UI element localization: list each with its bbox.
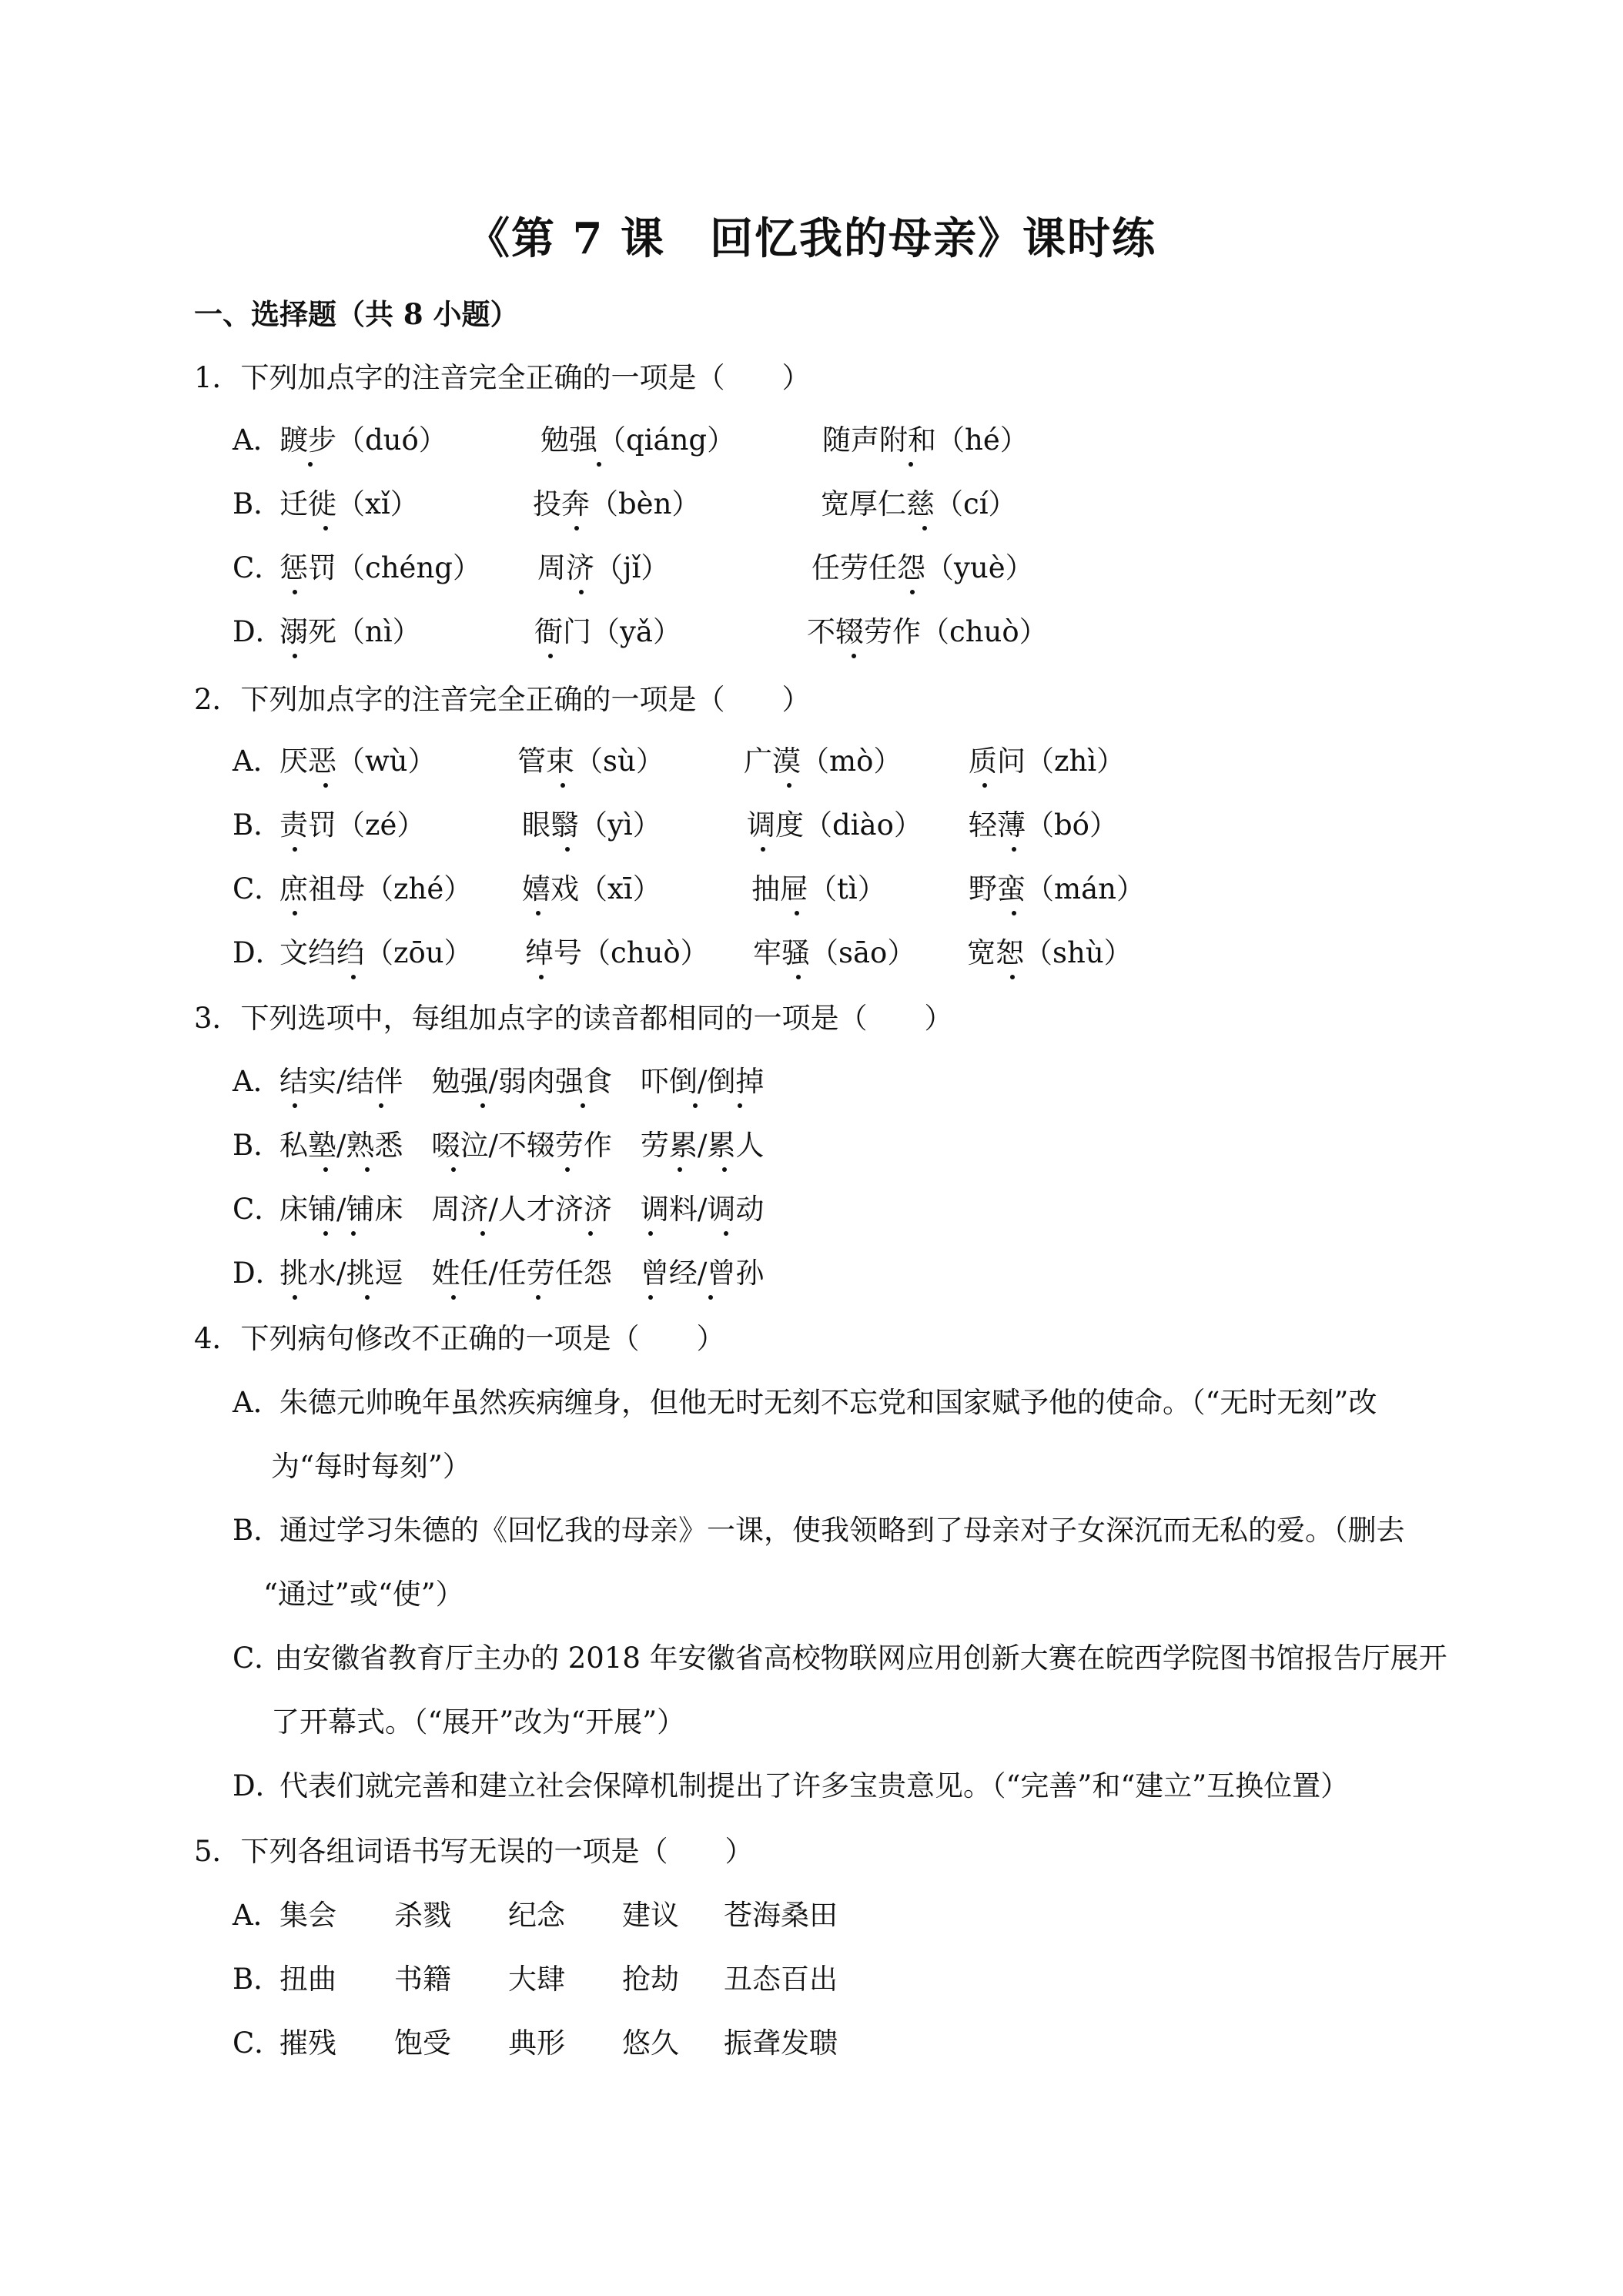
emphasis-dot <box>323 526 328 530</box>
question-2-stem: 2．下列加点字的注音完全正确的一项是（ ） <box>194 683 811 716</box>
option-label: B． <box>233 1514 283 1547</box>
emphasis-dot <box>308 462 313 467</box>
option-label: C． <box>233 1193 283 1226</box>
emphasis-dot <box>648 1231 653 1236</box>
emphasis-dot <box>451 1295 456 1300</box>
option-text: 由安徽省教育厅主办的 2018 年安徽省高校物联网应用创新大赛在皖西学院图书馆报告厅展开 <box>274 1642 1447 1675</box>
emphasis-dot <box>565 1167 570 1172</box>
emphasis-dot <box>648 1295 653 1300</box>
option-label: B． <box>233 1129 283 1162</box>
emphasis-dot <box>323 783 328 788</box>
option-item: 溺死（nì） <box>279 615 421 648</box>
option-item: 厌恶（wù） <box>279 745 437 778</box>
word-item: 典形 <box>508 2027 565 2060</box>
option-label: C． <box>233 1642 283 1675</box>
emphasis-dot <box>738 1103 742 1108</box>
option-item: 管束（sù） <box>517 745 664 778</box>
emphasis-dot <box>724 1231 728 1236</box>
emphasis-dot <box>795 911 799 915</box>
emphasis-dot <box>565 847 570 852</box>
option-label: A． <box>233 1899 282 1932</box>
word-item: 丑态百出 <box>724 1963 838 1996</box>
question-5-stem: 5．下列各组词语书写无误的一项是（ ） <box>194 1835 754 1868</box>
option-item: 庶祖母（zhé） <box>279 872 473 905</box>
word-item: 抢劫 <box>622 1963 679 1996</box>
option-item: 迁徙（xǐ） <box>279 487 419 520</box>
emphasis-dot <box>351 975 356 979</box>
option-item: 宽恕（shù） <box>967 936 1133 969</box>
emphasis-dot <box>293 847 297 852</box>
emphasis-dot <box>982 783 987 788</box>
option-label: A． <box>233 1065 282 1098</box>
option-item: 勉强（qiáng） <box>540 423 736 457</box>
emphasis-dot <box>293 654 297 658</box>
option-label: D． <box>233 615 284 648</box>
emphasis-dot <box>323 1231 328 1236</box>
option-label: C． <box>233 2027 283 2060</box>
option-text-continued: 了开幕式。（“展开”改为“开展”） <box>271 1705 686 1739</box>
option-text-continued: 为“每时每刻”） <box>271 1450 471 1483</box>
option-item: 质问（zhì） <box>969 745 1126 778</box>
option-label: A． <box>233 423 282 457</box>
emphasis-dot <box>536 911 540 915</box>
emphasis-dot <box>722 1167 727 1172</box>
emphasis-dot <box>293 1295 297 1300</box>
emphasis-dot <box>909 462 913 467</box>
option-item: 衙门（yǎ） <box>534 615 681 648</box>
emphasis-dot <box>708 1295 713 1300</box>
option-item: 嬉戏（xī） <box>522 872 661 905</box>
emphasis-dot <box>351 1231 356 1236</box>
option-label: D． <box>233 936 284 969</box>
emphasis-dot <box>693 1103 698 1108</box>
emphasis-dot <box>293 590 297 594</box>
option-label: A． <box>233 1386 282 1419</box>
emphasis-dot <box>536 1295 540 1300</box>
option-label: D． <box>233 1257 284 1290</box>
option-item: 抽屉（tì） <box>751 872 886 905</box>
emphasis-dot <box>574 526 579 530</box>
emphasis-dot <box>761 847 765 852</box>
emphasis-dot <box>539 975 544 979</box>
option-item: 宽厚仁慈（cí） <box>821 487 1017 520</box>
word-item: 纪念 <box>508 1899 565 1932</box>
emphasis-dot <box>1012 911 1016 915</box>
option-label: A． <box>233 745 282 778</box>
option-label: D． <box>233 1769 284 1802</box>
option-label: C． <box>233 872 283 905</box>
question-1-stem: 1．下列加点字的注音完全正确的一项是（ ） <box>194 361 811 394</box>
option-item: 任劳任怨（yuè） <box>812 551 1034 584</box>
emphasis-dot <box>1012 847 1016 852</box>
option-item: 调度（diào） <box>747 808 922 842</box>
option-item: 床铺/铺床 周济/人才济济 调料/调动 <box>279 1193 765 1226</box>
option-item: 惩罚（chéng） <box>279 551 481 584</box>
emphasis-dot <box>480 1231 485 1236</box>
emphasis-dot <box>910 590 915 594</box>
option-text: 朱德元帅晚年虽然疾病缠身，但他无时无刻不忘党和国家赋予他的使命。（“无时无刻”改 <box>279 1386 1377 1419</box>
emphasis-dot <box>678 1167 682 1172</box>
emphasis-dot <box>579 590 584 594</box>
emphasis-dot <box>548 654 553 658</box>
word-item: 悠久 <box>622 2027 679 2060</box>
word-item: 集会 <box>279 1899 336 1932</box>
emphasis-dot <box>561 783 565 788</box>
emphasis-dot <box>293 1103 297 1108</box>
emphasis-dot <box>852 654 856 658</box>
option-item: 文绉绉（zōu） <box>279 936 473 969</box>
option-label: B． <box>233 1963 283 1996</box>
option-item: 挑水/挑逗 姓任/任劳任怨 曾经/曾孙 <box>279 1257 765 1290</box>
option-item: 绰号（chuò） <box>525 936 709 969</box>
emphasis-dot <box>922 526 927 530</box>
word-item: 扭曲 <box>279 1963 336 1996</box>
word-item: 大肆 <box>508 1963 565 1996</box>
option-item: 野蛮（mán） <box>969 872 1145 905</box>
option-item: 牢骚（sāo） <box>753 936 916 969</box>
emphasis-dot <box>597 462 601 467</box>
emphasis-dot <box>365 1295 370 1300</box>
option-item: 广漠（mò） <box>744 745 902 778</box>
option-label: B． <box>233 808 283 842</box>
option-item: 不辍劳作（chuò） <box>807 615 1048 648</box>
word-item: 苍海桑田 <box>724 1899 838 1932</box>
option-item: 结实/结伴 勉强/弱肉强食 吓倒/倒掉 <box>279 1065 765 1098</box>
emphasis-dot <box>480 1103 485 1108</box>
question-3-stem: 3．下列选项中，每组加点字的读音都相同的一项是（ ） <box>194 1002 953 1035</box>
option-item: 随声附和（hé） <box>822 423 1029 457</box>
option-label: B． <box>233 487 283 520</box>
word-item: 杀戮 <box>394 1899 451 1932</box>
emphasis-dot <box>796 975 801 979</box>
option-text: 通过学习朱德的《回忆我的母亲》一课，使我领略到了母亲对子女深沉而无私的爱。（删去 <box>279 1514 1405 1547</box>
option-item: 轻薄（bó） <box>969 808 1118 842</box>
option-text-continued: “通过”或“使”） <box>263 1578 464 1611</box>
option-text: 代表们就完善和建立社会保障机制提出了许多宝贵意见。（“完善”和“建立”互换位置） <box>279 1769 1350 1802</box>
emphasis-dot <box>787 783 791 788</box>
emphasis-dot <box>365 1167 370 1172</box>
word-item: 建议 <box>622 1899 679 1932</box>
word-item: 饱受 <box>394 2027 451 2060</box>
option-item: 私塾/熟悉 啜泣/不辍劳作 劳累/累人 <box>279 1129 765 1162</box>
option-item: 周济（jǐ） <box>537 551 670 584</box>
emphasis-dot <box>588 1231 593 1236</box>
question-4-stem: 4．下列病句修改不正确的一项是（ ） <box>194 1322 725 1355</box>
emphasis-dot <box>581 1103 585 1108</box>
word-item: 振聋发聩 <box>724 2027 838 2060</box>
option-item: 投奔（bèn） <box>533 487 701 520</box>
option-item: 踱步（duó） <box>279 423 447 457</box>
page-title: 《第 7 课 回忆我的母亲》课时练 <box>467 213 1156 264</box>
emphasis-dot <box>323 1167 328 1172</box>
emphasis-dot <box>293 911 297 915</box>
section-heading: 一、选择题（共 8 小题） <box>194 297 519 331</box>
option-label: C． <box>233 551 283 584</box>
option-item: 眼翳（yì） <box>522 808 661 842</box>
word-item: 书籍 <box>394 1963 451 1996</box>
emphasis-dot <box>451 1167 456 1172</box>
word-item: 摧残 <box>279 2027 336 2060</box>
emphasis-dot <box>379 1103 383 1108</box>
emphasis-dot <box>1010 975 1015 979</box>
option-item: 责罚（zé） <box>279 808 426 842</box>
